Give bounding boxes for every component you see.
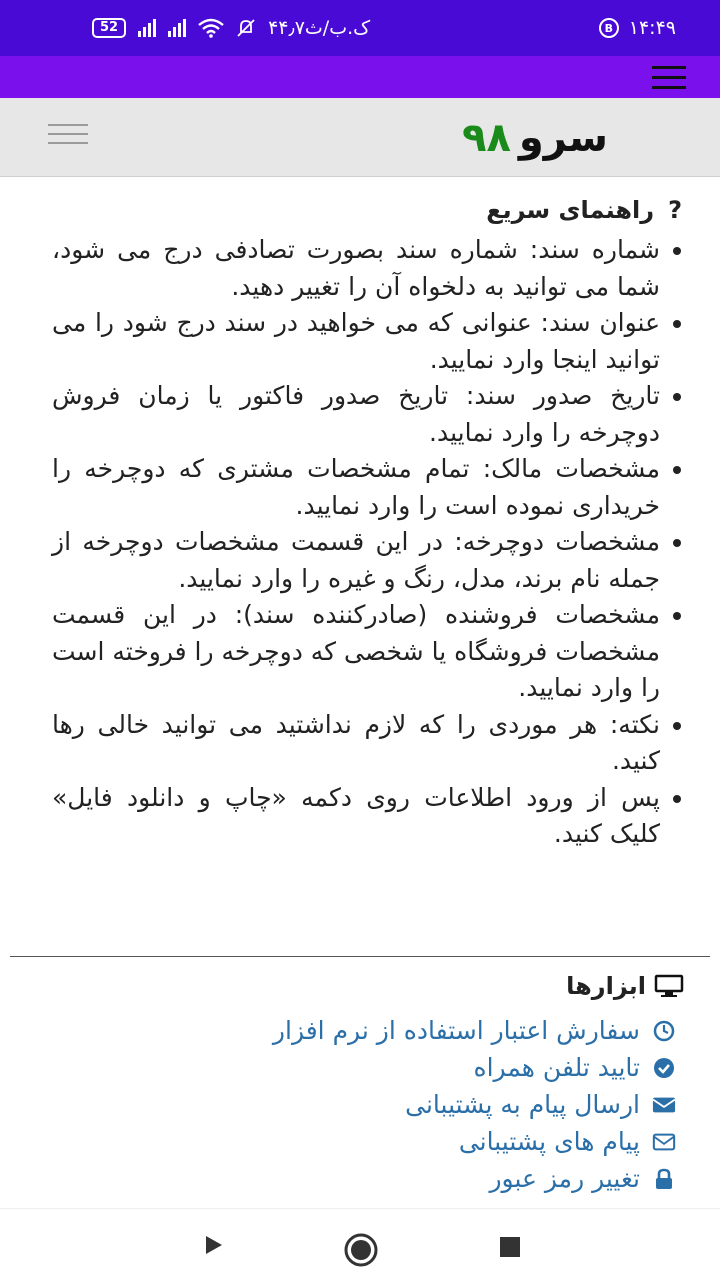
network-speed: ۴۴٫۷ک.ب/ث	[268, 17, 371, 39]
status-bar	[0, 0, 720, 56]
guide-item: نکته: هر موردی را که لازم نداشتید می توانید خالی رها کنید.	[52, 707, 682, 780]
brand-header	[0, 98, 720, 177]
section-divider	[10, 956, 710, 957]
signal-icon	[138, 19, 156, 37]
status-time: ۱۴:۴۹	[628, 17, 676, 39]
status-left	[92, 0, 370, 56]
check-circle-icon	[652, 1057, 676, 1079]
brand-number: ۹۸	[462, 115, 511, 161]
recents-icon[interactable]	[500, 1237, 520, 1257]
tool-link-label: سفارش اعتبار استفاده از نرم افزار	[272, 1016, 640, 1045]
guide-item: مشخصات مالک: تمام مشخصات مشتری که دوچرخه را خریداری نموده است را وارد نمایید.	[52, 451, 682, 524]
guide-item: عنوان سند: عنوانی که می خواهید در سند درج شود را می توانید اینجا وارد نمایید.	[52, 305, 682, 378]
tool-link-verify-phone[interactable]	[0, 1049, 676, 1086]
tool-link-label: تغییر رمز عبور	[489, 1164, 640, 1193]
tools-heading	[0, 972, 684, 1000]
tool-link-label: پیام های پشتیبانی	[458, 1127, 640, 1156]
tools-section	[0, 972, 720, 1197]
tools-title: ابزارها	[566, 972, 646, 1000]
b-badge-icon: B	[599, 18, 619, 38]
app-bar	[0, 56, 720, 98]
tool-link-send-message[interactable]	[0, 1086, 676, 1123]
wifi-icon	[198, 18, 224, 38]
guide-title: راهنمای سریع	[486, 196, 655, 224]
tool-link-order-credit[interactable]	[0, 1012, 676, 1049]
guide-item: تاریخ صدور سند: تاریخ صدور فاکتور یا زمان فروش دوچرخه را وارد نمایید.	[52, 378, 682, 451]
tool-link-label: تایید تلفن همراه	[473, 1053, 640, 1082]
back-icon[interactable]	[202, 1233, 226, 1257]
brand-logo[interactable]	[462, 114, 608, 162]
tool-link-support-messages[interactable]	[0, 1123, 676, 1160]
system-nav-bar	[0, 1208, 720, 1281]
guide-heading	[0, 196, 682, 224]
home-icon[interactable]	[344, 1233, 378, 1267]
guide-item: مشخصات دوچرخه: در این قسمت مشخصات دوچرخه از جمله نام برند، مدل، رنگ و غیره را وارد نمایید.	[52, 524, 682, 597]
guide-list	[0, 232, 720, 853]
monitor-icon	[654, 974, 684, 998]
guide-item: پس از ورود اطلاعات روی دکمه «چاپ و دانلود فایل» کلیک کنید.	[52, 780, 682, 853]
guide-item: شماره سند: شماره سند بصورت تصادفی درج می شود، شما می توانید به دلخواه آن را تغییر دهید.	[52, 232, 682, 305]
signal-icon-2	[168, 19, 186, 37]
menu-icon[interactable]	[652, 66, 686, 89]
guide-item: مشخصات فروشنده (صادرکننده سند): در این قسمت مشخصات فروشگاه یا شخصی که دوچرخه را فروخته است را وارد نمایید.	[52, 597, 682, 707]
quick-guide	[0, 196, 720, 853]
lock-icon	[652, 1168, 676, 1190]
brand-name: سرو	[518, 115, 608, 161]
status-right	[599, 0, 676, 56]
question-icon: ?	[668, 196, 682, 224]
clock-icon	[652, 1020, 676, 1042]
envelope-filled-icon	[652, 1095, 676, 1115]
tool-link-label: ارسال پیام به پشتیبانی	[405, 1090, 640, 1119]
envelope-outline-icon	[652, 1132, 676, 1152]
tool-link-change-password[interactable]	[0, 1160, 676, 1197]
nav-toggle-icon[interactable]	[48, 124, 88, 144]
battery-icon: 52	[92, 18, 126, 38]
tools-list	[0, 1012, 720, 1197]
bell-muted-icon	[236, 18, 256, 38]
